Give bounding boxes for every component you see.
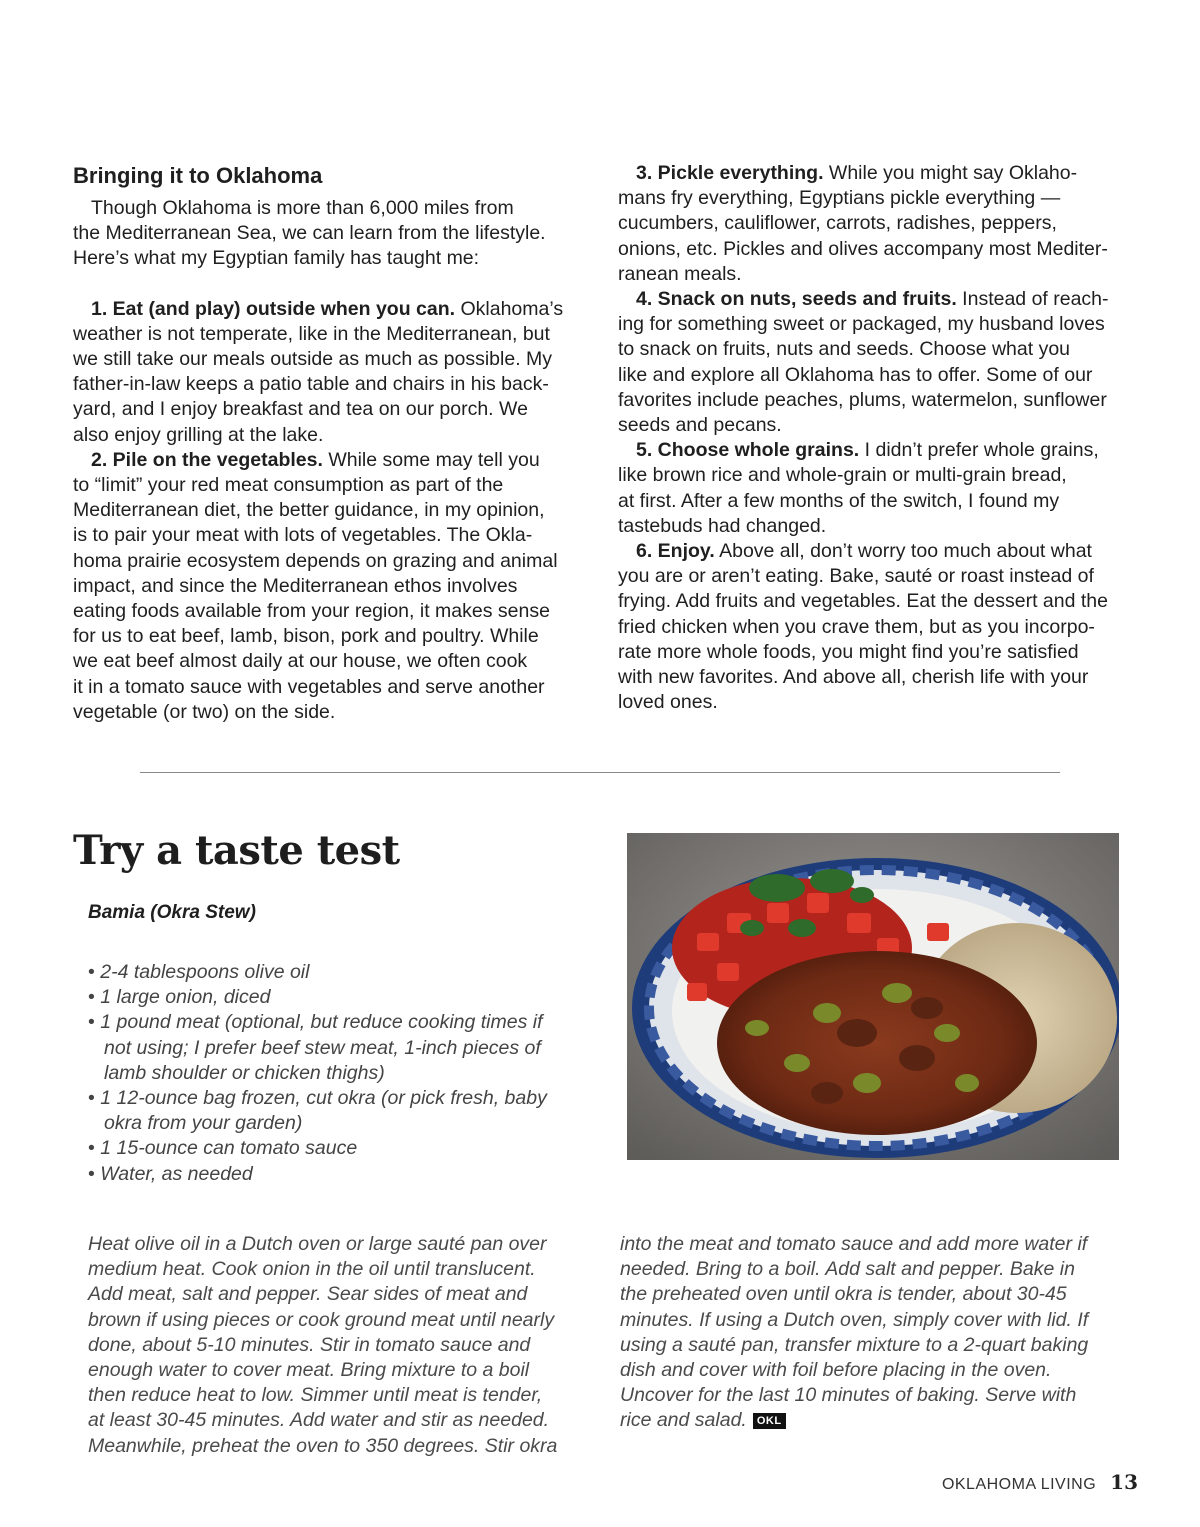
taste-test-title: Try a taste test <box>73 827 400 874</box>
ingredient-item: • 1 large onion, diced <box>88 985 588 1010</box>
method-right: into the meat and tomato sauce and add more water if needed. Bring to a boil. Add salt and pepper. Bake in the preheated oven until okra is tender, about 30-45 minutes. If using a Dutch oven, simply cover with lid. If using a sauté pan, transfer mixture to a 2-quart baking dish and cover with foil before placing in the oven. Uncover for the last 10 minutes of baking. Serve with rice and salad. OKL <box>620 1233 1089 1432</box>
okra-stew-photo <box>627 833 1119 1160</box>
ingredient-item: • 1 15-ounce can tomato sauce <box>88 1136 588 1161</box>
ingredient-item: • 1 12-ounce bag frozen, cut okra (or pick fresh, baby okra from your garden) <box>88 1086 588 1136</box>
intro-paragraph: Though Oklahoma is more than 6,000 miles from the Mediterranean Sea, we can learn from the lifestyle. Here’s what my Egyptian family has taught me: <box>73 197 546 270</box>
tip-1: 1. Eat (and play) outside when you can. Oklahoma’s weather is not temperate, like in the Mediterranean, but we still take our meals outside as much as possible. My father-in-law keeps a patio table and chairs in his back- yard, and I enjoy breakfast and tea on our porch. We also enjoy grilling at the lake. <box>73 297 564 446</box>
end-mark-badge: OKL <box>753 1413 786 1429</box>
tip-4: 4. Snack on nuts, seeds and fruits. Instead of reach- ing for something sweet or packaged, my husband loves to snack on fruits, nuts and seeds. Choose what you like and explore all Oklahoma has to offer. Some of our favorites include peaches, plums, watermelon, sunflower seeds and pecans. <box>618 288 1109 437</box>
section-heading: Bringing it to Oklahoma <box>73 163 323 188</box>
paragraph-gap <box>73 272 588 297</box>
method-left: Heat olive oil in a Dutch oven or large sauté pan over medium heat. Cook onion in the oil until translucent. Add meat, salt and pepper. Sear sides of meat and brown if using pieces or cook ground meat until nearly done, about 5-10 minutes. Stir in tomato sauce and enough water to cover meat. Bring mixture to a boil then reduce heat to low. Simmer until meat is tender, at least 30-45 minutes. Add water and stir as needed. Meanwhile, preheat the oven to 350 degrees. Stir okra <box>88 1233 558 1457</box>
left-column <box>73 162 588 725</box>
right-column <box>618 161 1138 715</box>
tip-6: 6. Enjoy. Above all, don’t worry too much about what you are or aren’t eating. Bake, sauté or roast instead of frying. Add fruits and vegetables. Eat the dessert and the fried chicken when you crave them, but as you incorpo- rate more whole foods, you might find you’re satisfied with new favorites. And above all, cherish life with your loved ones. <box>618 540 1108 714</box>
tip-5: 5. Choose whole grains. I didn’t prefer whole grains, like brown rice and whole-grain or multi-grain bread, at first. After a few months of the switch, I found my tastebuds had changed. <box>618 439 1099 537</box>
publication-name: OKLAHOMA LIVING <box>941 1476 1097 1493</box>
page-footer <box>942 1470 1138 1497</box>
tip-2: 2. Pile on the vegetables. While some may tell you to “limit” your red meat consumption as part of the Mediterranean diet, the better guidance, in my opinion, is to pair your meat with lots of vegetables. The Okla- homa prairie ecosystem depends on grazing and animal impact, and since the Mediterranean ethos involves eating foods available from your region, it makes sense for us to eat beef, lamb, bison, pork and poultry. While we eat beef almost daily at our house, we often cook it in a tomato sauce with vegetables and serve another vegetable (or two) on the side. <box>73 448 558 723</box>
recipe-name: Bamia (Okra Stew) <box>88 902 256 923</box>
section-divider <box>140 772 1060 773</box>
ingredient-item: • 2-4 tablespoons olive oil <box>88 960 588 985</box>
okra-stew-illustration <box>627 833 1119 1160</box>
page-number: 13 <box>1110 1470 1138 1494</box>
ingredient-item: • 1 pound meat (optional, but reduce cooking times if not using; I prefer beef stew meat, 1-inch pieces of lamb shoulder or chicken thighs) <box>88 1010 588 1086</box>
ingredient-item: • Water, as needed <box>88 1162 588 1187</box>
tip-3: 3. Pickle everything. While you might say Oklaho- mans fry everything, Egyptians pickle everything — cucumbers, cauliflower, carrots, radishes, peppers, onions, etc. Pickles and olives accompany most Mediter- ranean meals. <box>618 162 1108 285</box>
ingredient-list <box>88 960 588 1187</box>
